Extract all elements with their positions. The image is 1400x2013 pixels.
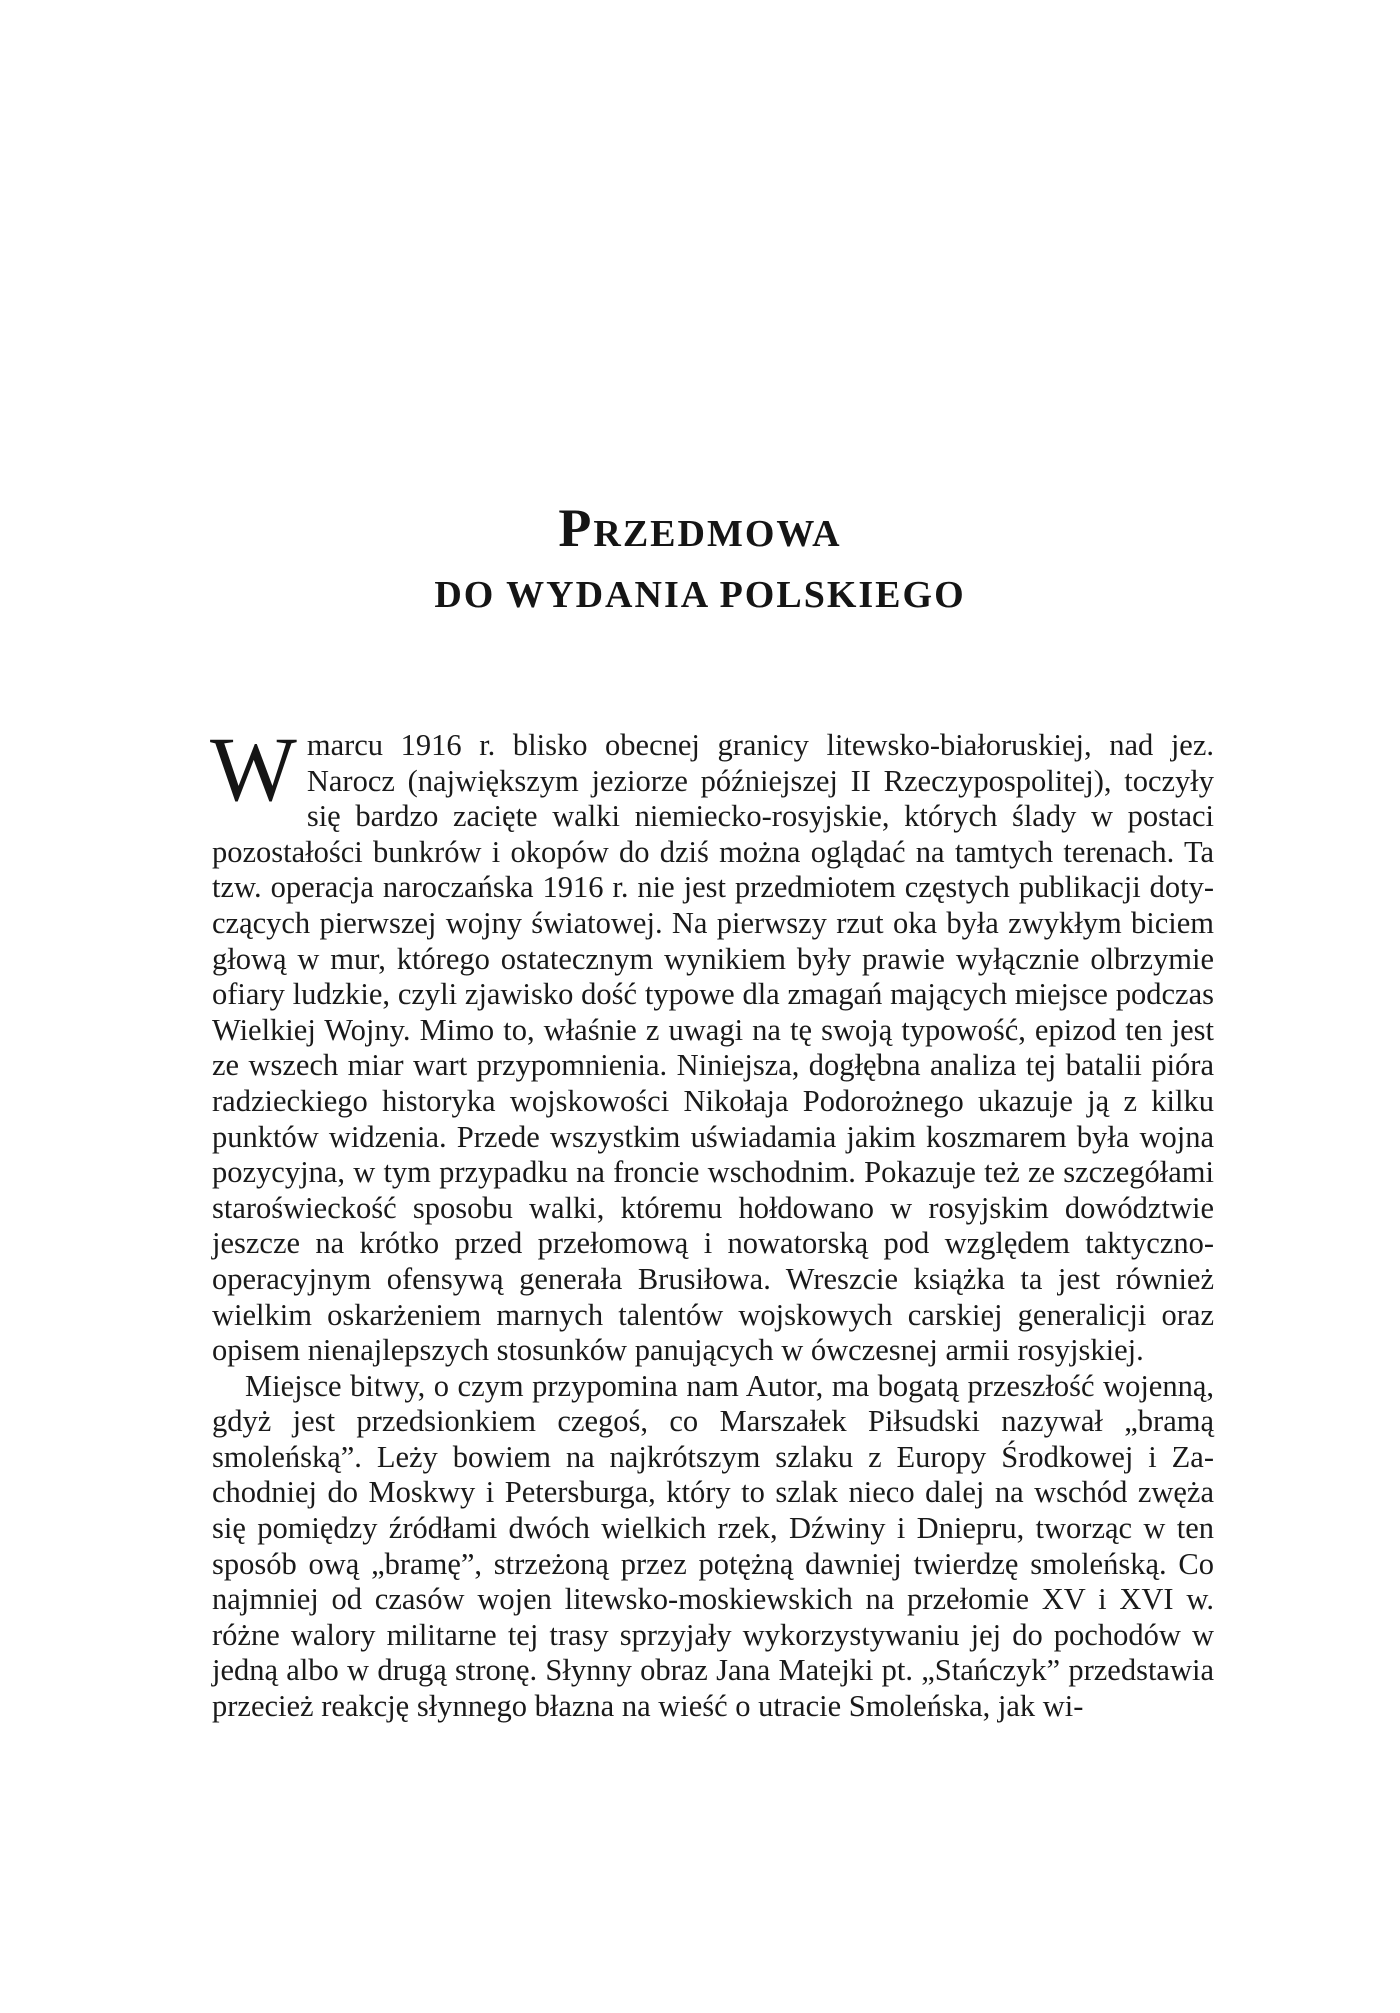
chapter-title-line1: Przedmowa — [558, 498, 842, 558]
paragraph-1 — [210, 718, 1214, 1369]
chapter-title — [0, 496, 1400, 624]
chapter-title-line2: DO WYDANIA POLSKIEGO — [434, 574, 966, 616]
paragraph-2: Miejsce bitwy, o czym przypomina nam Autor, ma bogatą przeszłość wojenną, gdyż jest przedsionkiem czegoś, co Marszałek Piłsudski nazywał „bramą smoleńską”. Leży bowiem na najkrótszym szlaku z Europy Środkowej i Zachodniej do Moskwy i Petersburga, który to szlak nieco dalej na wschód zwęża się pomiędzy źródłami dwóch wielkich rzek, Dźwiny i Dniepru, tworząc w ten sposób ową „bramę”, strzeżoną przez potężną dawniej twierdzę smoleńską. Co najmniej od czasów wojen litewsko-moskiewskich na przełomie XV i XVI w. różne walory militarne tej trasy sprzyjały wykorzystywaniu jej do pochodów w jedną albo w drugą stronę. Słynny obraz Jana Matejki pt. „Stańczyk” przedstawia przecież reakcję słynnego błazna na wieść o utracie Smoleńska, jak wi- — [212, 1368, 1214, 1724]
body-text — [210, 718, 1214, 1725]
paragraph-1-text: marcu 1916 r. blisko obecnej granicy litewsko-białoruskiej, nad jez. Narocz (największym jeziorze późniejszej II Rzeczypospolitej), toczyły się bardzo zacięte walki niemiecko-rosyjskie, których ślady w postaci pozostałości bunkrów i okopów do dziś można oglądać na tamtych terenach. Ta tzw. operacja naroczańska 1916 r. nie jest przedmiotem częstych publikacji dotyczących pierwszej wojny światowej. Na pierwszy rzut oka była zwykłym biciem głową w mur, którego ostatecznym wynikiem były prawie wyłącznie olbrzymie ofiary ludzkie, czyli zjawisko dość typowe dla zmagań mających miejsce podczas Wielkiej Wojny. Mimo to, właśnie z uwagi na tę swoją typowość, epizod ten jest ze wszech miar wart przypomnienia. Niniejsza, dogłębna analiza tej batalii pióra radzieckiego historyka wojskowości Nikołaja Podorożnego ukazuje ją z kilku punktów widzenia. Przede wszystkim uświadamia jakim koszmarem była wojna pozycyjna, w tym przypadku na froncie wschodnim. Pokazuje też ze szczegółami staroświeckość sposobu walki, któremu hołdowano w rosyjskim dowództwie jeszcze na krótko przed przełomową i nowatorską pod względem taktyczno-operacyjnym ofensywą generała Brusiłowa. Wreszcie książka ta jest również wielkim oskarżeniem marnych talentów wojskowych carskiej generalicji oraz opisem nienajlepszych stosunków panujących w ówczesnej armii rosyjskiej. — [212, 728, 1214, 1368]
drop-cap: W — [210, 718, 297, 820]
